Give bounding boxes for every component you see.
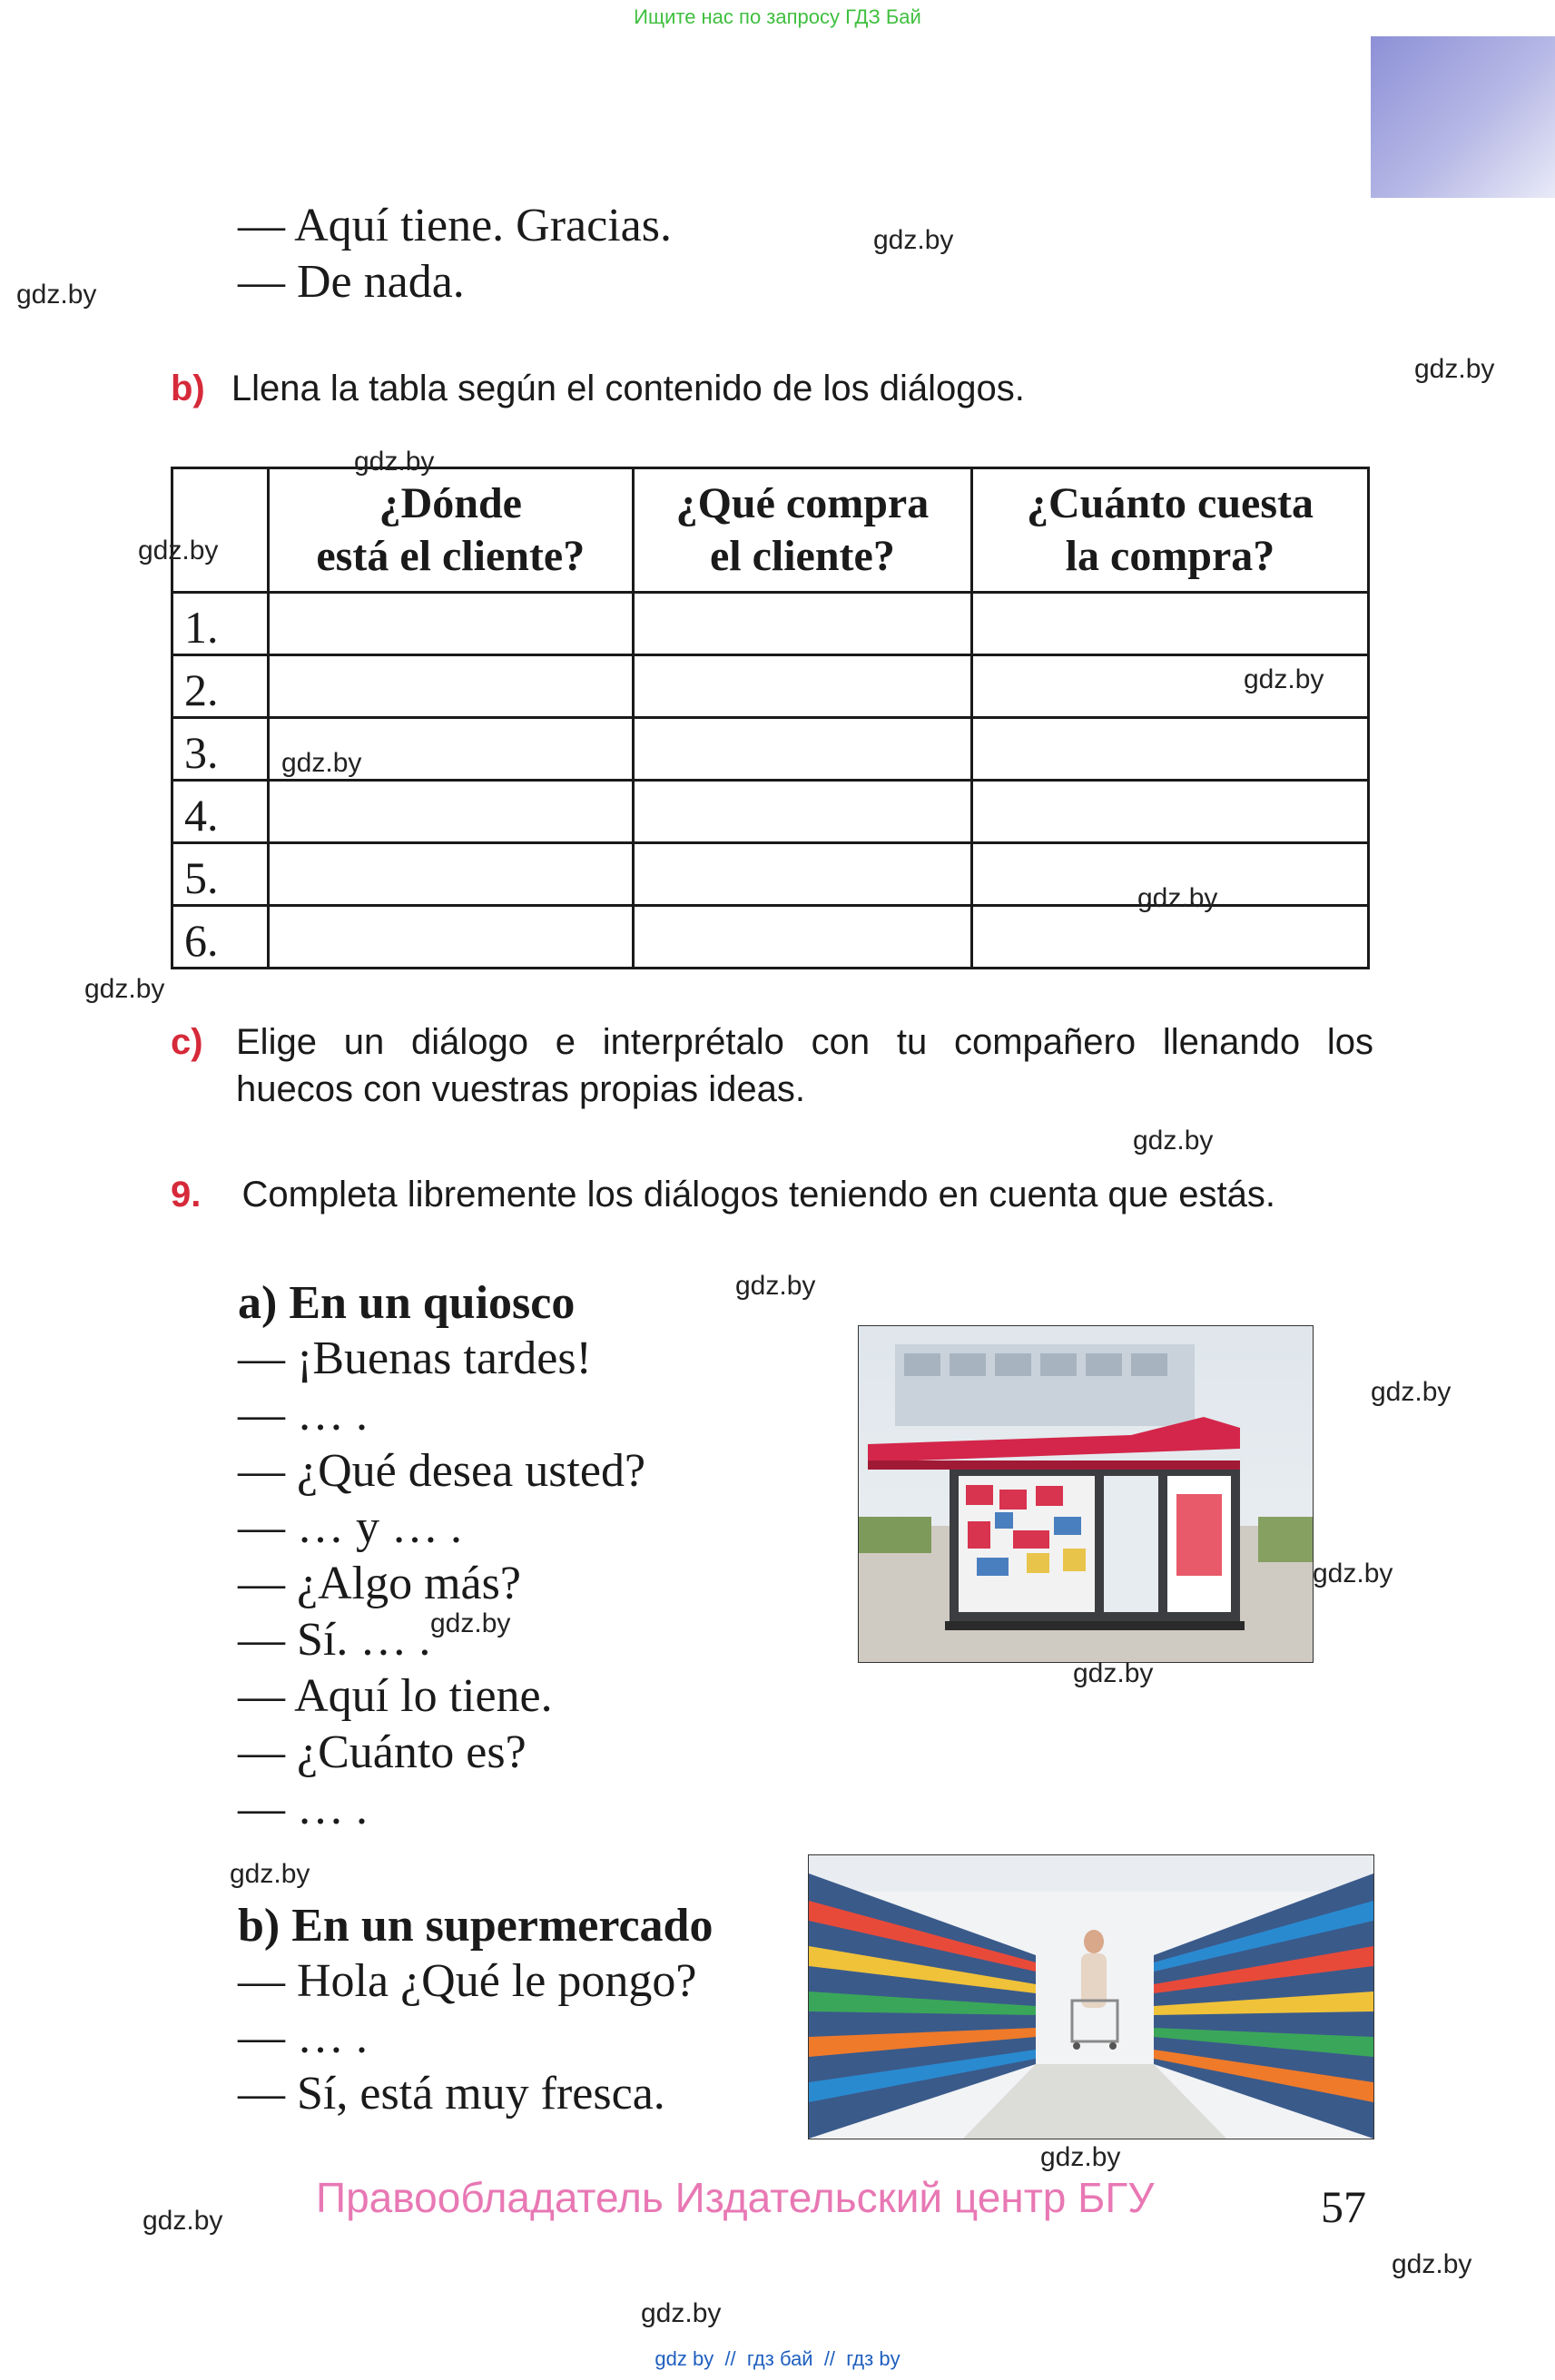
table-row: 6. [172, 906, 1369, 969]
table-cell[interactable] [633, 718, 971, 781]
table-row: 4. [172, 781, 1369, 843]
dialog-line: — ¿Algo más? [238, 1558, 521, 1609]
watermark: gdz.by [1073, 1658, 1154, 1688]
dialog-line: — … y … . [238, 1501, 462, 1553]
task-b [171, 365, 1025, 412]
watermark: gdz.by [1371, 1377, 1452, 1407]
watermark: gdz.by [1133, 1126, 1214, 1156]
table-cell[interactable] [633, 655, 971, 718]
table-cell[interactable] [633, 843, 971, 906]
watermark: gdz.by [1392, 2249, 1472, 2279]
watermark: gdz.by [1414, 354, 1495, 384]
watermark: gdz.by [1313, 1559, 1393, 1588]
table-row: 3. [172, 718, 1369, 781]
watermark: gdz.by [1040, 2142, 1121, 2172]
watermark: gdz.by [735, 1271, 816, 1301]
table-cell[interactable] [633, 906, 971, 969]
table-cell[interactable] [971, 906, 1368, 969]
dialog-line: — Sí. … . [238, 1614, 431, 1666]
section-a-dialog [238, 1331, 645, 1837]
section-a-title: a) En un quiosco [238, 1277, 576, 1329]
table-cell[interactable] [268, 906, 633, 969]
task-9-text: Completa libremente los diálogos teniendo en cuenta que estás. [241, 1175, 1275, 1215]
dialog-line: — ¿Qué desea usted? [238, 1445, 646, 1497]
watermark: gdz.by [84, 974, 165, 1004]
dialog-line: — ¿Cuánto es? [238, 1726, 527, 1778]
copyright-notice: Правообладатель Издательский центр БГУ [316, 2174, 1155, 2221]
task-c-label: c) [171, 1022, 203, 1062]
task-c-line2: huecos con vuestras propias ideas. [236, 1069, 806, 1109]
task-b-text: Llena la tabla según el contenido de los diálogos. [231, 369, 1025, 408]
task-c [171, 1018, 1373, 1113]
kiosk-photo [858, 1325, 1314, 1663]
watermark: gdz.by [138, 536, 219, 565]
page-number: 57 [1321, 2181, 1366, 2232]
task-9-label: 9. [171, 1175, 202, 1215]
dialog-line: — … . [238, 2011, 368, 2063]
section-b-title: b) En un supermercado [238, 1900, 714, 1952]
supermarket-photo [808, 1854, 1374, 2139]
dialog-line: — Aquí lo tiene. [238, 1670, 553, 1722]
table-header-what: ¿Qué compra el cliente? [633, 468, 971, 593]
kiosk-illustration [859, 1326, 1313, 1662]
watermark: gdz.by [1244, 664, 1324, 694]
dialog-line: — Sí, está muy fresca. [238, 2068, 665, 2119]
top-search-link[interactable]: Ищите нас по запросу ГДЗ Бай [634, 5, 921, 28]
table-cell[interactable] [971, 718, 1368, 781]
dialog-line: — De nada. [238, 256, 465, 308]
watermark: gdz.by [430, 1608, 511, 1638]
section-b-dialog [238, 1953, 696, 2122]
table-cell[interactable] [971, 593, 1368, 655]
watermark: gdz.by [873, 225, 954, 255]
table-cell[interactable] [633, 781, 971, 843]
table-row: 2. [172, 655, 1369, 718]
table-cell[interactable] [268, 781, 633, 843]
watermark: gdz.by [641, 2298, 722, 2328]
dialog-line: — … . [238, 1783, 368, 1834]
table-header-cost: ¿Cuánto cuesta la compra? [971, 468, 1368, 593]
table-cell[interactable] [268, 655, 633, 718]
table-header-number [172, 468, 269, 593]
task-9 [171, 1171, 1275, 1218]
watermark: gdz.by [354, 447, 435, 477]
watermark: gdz.by [230, 1859, 310, 1889]
dialog-line: — … . [238, 1389, 368, 1441]
table-header-row [172, 468, 1369, 593]
dialog-line: — Hola ¿Qué le pongo? [238, 1955, 697, 2007]
table-cell[interactable] [633, 593, 971, 655]
watermark: gdz.by [281, 748, 362, 778]
table-header-where: ¿Dónde está el cliente? [268, 468, 633, 593]
watermark: gdz.by [16, 280, 97, 310]
table-cell[interactable] [971, 781, 1368, 843]
watermark: gdz.by [143, 2206, 223, 2236]
table-row: 5. [172, 843, 1369, 906]
task-b-label: b) [171, 369, 205, 408]
bottom-site-links[interactable]: gdz by // гдз бай // гдз by [654, 2347, 901, 2370]
task-c-line1: Elige un diálogo e interprétalo con tu compañero llenando los [236, 1022, 1373, 1062]
table-cell[interactable] [268, 593, 633, 655]
table-row: 1. [172, 593, 1369, 655]
table-cell[interactable] [268, 843, 633, 906]
corner-tab [1371, 36, 1555, 198]
watermark: gdz.by [1137, 883, 1218, 913]
supermarket-illustration [809, 1855, 1373, 2139]
dialog-line: — Aquí tiene. Gracias. [238, 200, 672, 251]
dialog-line: — ¡Buenas tardes! [238, 1333, 592, 1384]
